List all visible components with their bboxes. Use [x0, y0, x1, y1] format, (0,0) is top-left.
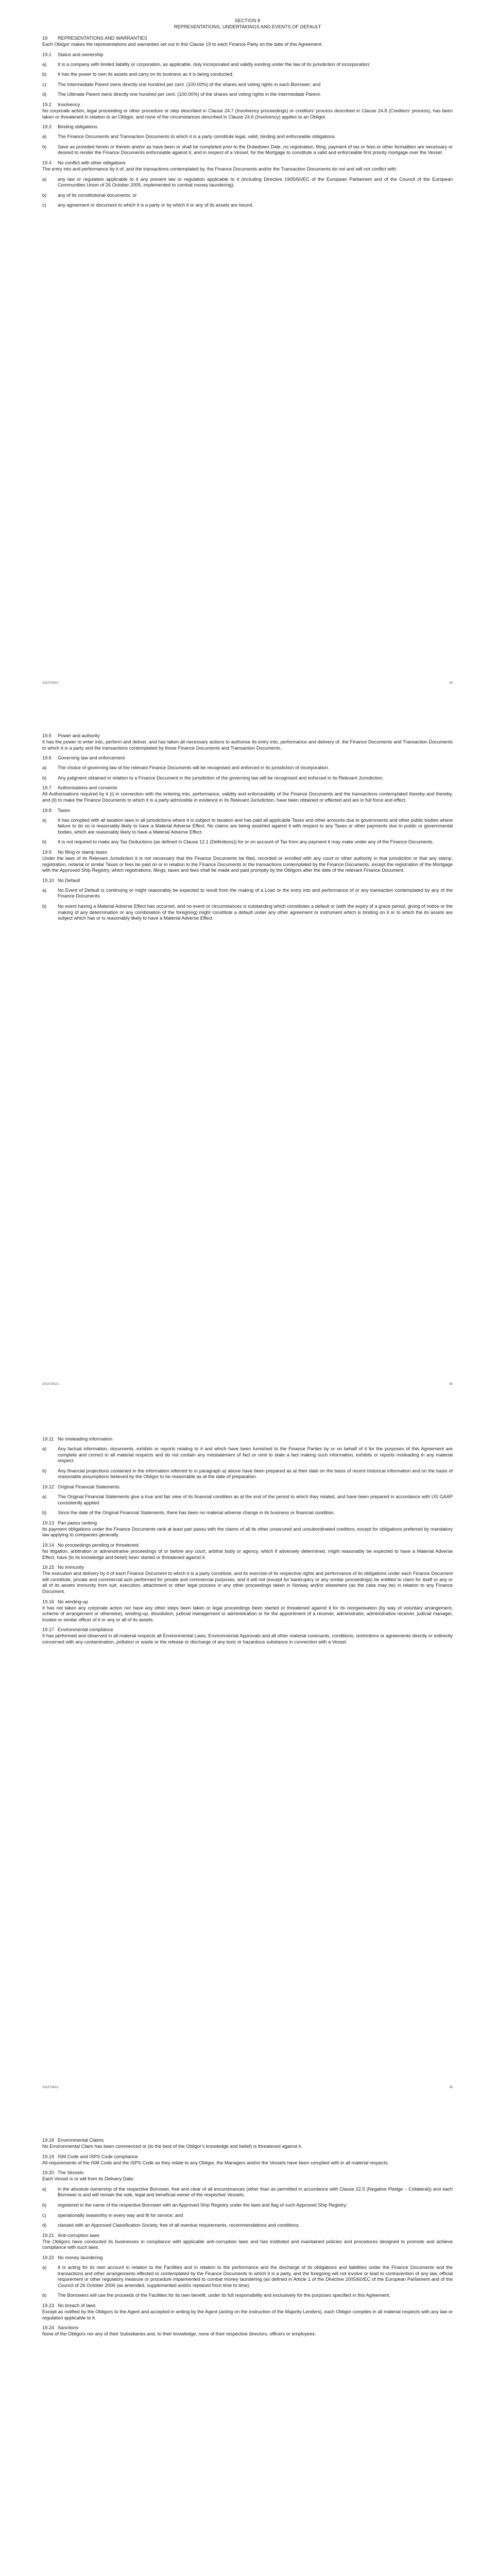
clause-title: Taxes: [58, 807, 70, 813]
clause-title: Anti-corruption laws: [58, 2232, 99, 2238]
clause-heading: [42, 785, 453, 791]
page-2-blocks: [42, 733, 453, 922]
list-item-text: No event having a Material Adverse Effect has occurred, and no event or circumstances is outstanding which constitutes a default or (with the expiry of a grace period, giving of notice or the making of any determination or any combination of the foregoing) might constitute a default under any other agreement or instrument which is binding on it or to which the its assets are subject which has or is reasonably likely to have a Material Adverse Effect.: [58, 903, 453, 921]
clause-number: 19.19: [42, 2154, 54, 2159]
clause-heading: [42, 160, 453, 166]
list-item-text: It is a company with limited liability or corporation, as applicable, duly incorporated and validly existing under the law of its jurisdiction of incorporation;: [58, 61, 371, 67]
clause-title: Environmental Claims: [58, 2138, 104, 2143]
footer-page-number: 55: [449, 2086, 453, 2089]
clause-number: 19.8: [42, 807, 52, 813]
clause-heading: [42, 1436, 453, 1442]
list-item: [42, 62, 453, 68]
clause-heading: [42, 755, 453, 761]
footer-page-number: 53: [449, 682, 453, 685]
list-item-text: classed with an Approved Classification Society, free of all overdue requirements, recommendations and conditions.: [58, 2223, 300, 2228]
list-item-label: b): [42, 1510, 47, 1516]
clause-paragraph: No corporate action, legal proceeding or other procedure or step described in Clause 24.7 (Insolvency proceedings) or creditors' process described in Clause 24.8 (Creditors' process), has been taken or threatened in relation to an Obligor, and none of the circumstances described in Clause 24.6 (Insolvency) applies to an Obligor.: [42, 108, 453, 120]
clause-paragraph: It has performed and observed in all material respects all Environmental Laws, Environmental Approvals and all other material covenants, conditions, restrictions or agreements directly or indirectly concerned with any contamination, pollution or waste or the release or discharge of any toxic or hazardous substance in connection with a Vessel.: [42, 1633, 453, 1645]
list-item-text: The Original Financial Statements give a true and fair view of its financial condition as at the end of the period to which they related, and have been prepared in accordance with US GAAP consistently applied.: [58, 1494, 453, 1505]
list-item: [42, 177, 453, 189]
clause-number: 19.22: [42, 2255, 54, 2260]
clause-title: The Vessels: [58, 2170, 84, 2176]
clause-paragraph: The Obligors have conducted its businesses in compliance with applicable anti-corruption laws and has instituted and maintained policies and procedures designed to promote and achieve compliance with such laws.: [42, 2239, 453, 2250]
clause-heading: [42, 1599, 453, 1605]
list-item-text: It has complied with all taxation laws in all jurisdictions where it is subject to taxation and has paid all applicable Taxes and other amounts due to governments and other public bodies where failure to do so is reasonably likely to have a Material Adverse Effect. No claims are being asserted against it with respect to any Taxes or other payments due to public or governmental bodies, which are reasonably likely to have a Material Adverse Effect.: [58, 817, 453, 835]
clause-heading: [42, 52, 453, 58]
list-item-text: The Intermediate Parent owns directly one hundred per cent. (100.00%) of the shares and voting rights in each Borrower; and: [58, 81, 321, 87]
list-item: [42, 775, 453, 782]
list-item-text: The choice of governing law of the relevant Finance Documents will be recognised and enforced in its jurisdiction of incorporation.: [58, 765, 330, 771]
clause-heading: [42, 877, 453, 884]
clause-heading: [42, 849, 453, 855]
page-footer: [42, 682, 453, 685]
list-item: [42, 888, 453, 900]
clause-title: Governing law and enforcement: [58, 755, 125, 761]
section-title: SECTION 8: [234, 18, 261, 23]
clause-title: Sanctions: [58, 2325, 79, 2331]
list-item: [42, 904, 453, 922]
list-item: [42, 1494, 453, 1506]
list-item: [42, 1446, 453, 1464]
page-2-content: [42, 729, 453, 922]
list-item: [42, 2202, 453, 2209]
clause-number: 19.18: [42, 2138, 54, 2143]
list-item: [42, 72, 453, 78]
clause-number: 19.5: [42, 733, 52, 738]
list-item-label: a): [42, 1446, 47, 1451]
list-item-label: b): [42, 775, 47, 781]
clause-title: No money laundering: [58, 2255, 103, 2260]
clause-paragraph: All Authorisations required by it (i) in connection with the entering into, performance, validity and enforceability of the Finance Documents and the transactions contemplated thereby and thereby, and (ii) to make the Finance Documents to which it is a party admissible in evidence in its Relevant Jurisdiction, have been obtained or effected and are in full force and effect.: [42, 791, 453, 803]
clause-title: REPRESENTATIONS AND WARRANTIES: [58, 36, 147, 41]
clause-number: 19.16: [42, 1599, 54, 1604]
clause-heading: [42, 35, 453, 41]
list-item-label: a): [42, 817, 47, 823]
clause-number: 19.3: [42, 124, 52, 130]
page-4-content: [42, 2133, 453, 2337]
list-item: [42, 92, 453, 98]
clause-heading: [42, 1564, 453, 1570]
list-item: [42, 765, 453, 771]
clause-number: 19.20: [42, 2170, 54, 2176]
clause-number: 19.7: [42, 785, 52, 791]
clause-title: ISM Code and ISPS Code compliance: [58, 2154, 138, 2159]
list-item-label: d): [42, 2223, 47, 2228]
clause-paragraph: Each Vessel is or will from its Delivery Date:: [42, 2176, 134, 2182]
clause-paragraph: Except as notified by the Obligors to the Agent and accepted in writing by the Agent (acting on the instruction of the Majority Lenders), each Obligor complies in all material respects with any law or regulation applicable to it.: [42, 2309, 453, 2320]
clause-number: 19.10: [42, 877, 54, 883]
clause-number: 19.9: [42, 849, 52, 855]
clause-title: Pari passu ranking: [58, 1520, 97, 1526]
list-item-label: a): [42, 765, 47, 771]
page-1-content: [42, 18, 453, 209]
clause-heading: [42, 2137, 453, 2143]
clause-heading: [42, 2325, 453, 2331]
list-item-label: b): [42, 1468, 47, 1473]
list-item-label: c): [42, 81, 46, 87]
clause-title: Original Financial Statements: [58, 1484, 120, 1489]
page-4: [0, 2110, 497, 2576]
list-item-label: a): [42, 2186, 47, 2192]
clause-paragraph: None of the Obligors nor any of their Subsidiaries and, to their knowledge, none of their respective directors, officers or employees:: [42, 2331, 316, 2337]
clause-number: 19.6: [42, 755, 52, 761]
list-item: [42, 202, 453, 209]
list-item-text: any law or regulation applicable to it any present law or regulation applicable to it (including Directive 1905/60/EC of the European Parliament and of the Council of the European Communities Union of 26 October 2005, implemented to combat money laundering);: [58, 176, 453, 188]
clause-title: No breach of laws: [58, 2302, 96, 2308]
list-item-text: in the absolute ownership of the respective Borrower, free and clear of all encumbrances (other than as permitted in accordance with Clause 22.5 (Negative Pledge – Collateral)) and each Borrower is and will remain the sole, legal and beneficial owner of the respective Vessels;: [58, 2186, 453, 2198]
clause-number: 19.13: [42, 1520, 54, 1526]
clause-number: 19.14: [42, 1542, 54, 1548]
list-item-text: operationally seaworthy in every way and fit for service; and: [58, 2212, 183, 2218]
clause-number: 19.23: [42, 2302, 54, 2308]
list-item-label: b): [42, 72, 47, 77]
list-item: [42, 2223, 453, 2229]
clause-paragraph: Its payment obligations under the Finance Documents rank at least pari passu with the claims of all its other unsecured and unsubordinated creditors, except for obligations preferred by mandatory law applying to companies generally.: [42, 1526, 453, 1538]
page-1-blocks: [42, 35, 453, 209]
page-3: [0, 1406, 497, 2110]
clause-heading: [42, 2302, 453, 2309]
clause-title: Status and ownership: [58, 52, 104, 57]
page-4-blocks: [42, 2137, 453, 2337]
clause-title: Insolvency: [58, 101, 80, 107]
list-item-text: any of its constitutional documents; or: [58, 192, 137, 198]
clause-heading: [42, 2255, 453, 2261]
clause-title: No winding-up: [58, 1599, 88, 1604]
list-item-text: Since the date of the Original Financial Statements, there has been no material adverse change in its business or financial condition.: [58, 1510, 335, 1516]
footer-page-number: 54: [449, 1383, 453, 1386]
clause-title: No proceedings pending or threatened: [58, 1542, 139, 1548]
clause-title: No immunity: [58, 1565, 84, 1570]
clause-number: 19.4: [42, 160, 52, 165]
clause-title: No filing or stamp taxes: [58, 849, 107, 855]
page-3-blocks: [42, 1436, 453, 1645]
clause-paragraph: Each Obligor makes the representations and warranties set out in this Clause 19 to each Finance Party on the date of this Agreement.: [42, 42, 323, 47]
clause-heading: [42, 2154, 453, 2160]
clause-paragraph: The entry into and performance by it of, and the transactions contemplated by, the Finance Documents and/or the Transaction Documents do not and will not conflict with:: [42, 166, 398, 172]
list-item-text: Any financial projections contained in the information referred to in paragraph a) above have been prepared as at their date on the basis of recent historical information and on the basis of reasonable assumptions believed by the Obligor to be reasonable as at the date of preparation.: [58, 1468, 453, 1480]
list-item-label: b): [42, 192, 47, 198]
list-item-text: The Ultimate Parent owns directly one hundred per cent. (100.00%) of the shares and voting rights in the Intermediate Parent.: [58, 92, 321, 97]
clause-heading: [42, 733, 453, 739]
list-item-label: a): [42, 887, 47, 893]
clause-title: No conflict with other obligations: [58, 160, 126, 165]
list-item: [42, 134, 453, 140]
clause-heading: [42, 807, 453, 814]
list-item-label: b): [42, 903, 47, 909]
list-item-text: The Borrowers will use the proceeds of the Facilities for its own benefit, under its full responsibility and exclusively for the purposes specified in this Agreement.: [58, 2293, 390, 2298]
list-item: [42, 2187, 453, 2198]
list-item-text: It is not required to make any Tax Deductions (as defined in Clause 12.1 (Definitions)) for or on account of Tax from any payment it may make under any of the Finance Documents.: [58, 839, 434, 845]
list-item: [42, 2293, 453, 2299]
clause-paragraph: No Environmental Claim has been commenced or (to the best of the Obligor's knowledge and belief) is threatened against it.: [42, 2144, 302, 2149]
clause-paragraph: All requirements of the ISM Code and the ISPS Code as they relate to any Obligor, the Managers and/or the Vessels have been complied with in all material respects.: [42, 2160, 389, 2165]
clause-number: 19.17: [42, 1627, 54, 1633]
footer-doc-ref: 10127241/1: [42, 2086, 59, 2089]
list-item-text: Any factual information, documents, exhibits or reports relating to it and which have been furnished to the Finance Parties by or on behalf of it for the purposes of this Agreement are complete and correct in all material respects and do not contain any misstatement of fact or omit to state a fact making such information, exhibits or reports misleading in any material respect.: [58, 1446, 453, 1464]
list-item-label: a): [42, 61, 47, 67]
clause-paragraph: It has the power to enter into, perform and deliver, and has taken all necessary actions to authorise its entry into, performance and delivery of, the Finance Documents and Transaction Documents to which it is a party and the transactions contemplated by those Finance Documents and Transaction Documents.: [42, 739, 453, 751]
list-item: [42, 82, 453, 88]
clause-heading: [42, 101, 453, 108]
list-item: [42, 2265, 453, 2289]
page-1: [0, 0, 497, 703]
list-item-text: The Finance Documents and Transaction Documents to which it is a party constitute legal, valid, binding and enforceable obligations.: [58, 134, 336, 140]
clause-heading: [42, 1626, 453, 1633]
list-item: [42, 839, 453, 845]
page-footer: [42, 2086, 453, 2089]
list-item-label: a): [42, 2264, 47, 2270]
list-item-text: Save as provided herein or therein and/or as have been or shall be completed prior to the Drawdown Date, no registration, filing, payment of tax or fees or other formalities are necessary or desired to render the Finance Documents enforceable against it, and in respect of a Vessel, for the Mortgage to constitute a valid and enforceable first priority mortgage over the Vessel.: [58, 144, 453, 156]
clause-number: 19.1: [42, 52, 52, 57]
list-item: [42, 144, 453, 156]
list-item: [42, 1510, 453, 1516]
clause-number: 19.11: [42, 1436, 54, 1442]
list-item: [42, 1468, 453, 1480]
clause-heading: [42, 124, 453, 130]
list-item-label: b): [42, 839, 47, 845]
list-item-label: a): [42, 1494, 47, 1499]
footer-doc-ref: 10127241/1: [42, 682, 59, 685]
page-3-content: [42, 1432, 453, 1645]
list-item-label: b): [42, 2202, 47, 2208]
page-2: [0, 703, 497, 1406]
clause-number: 19: [42, 36, 48, 41]
list-item: [42, 818, 453, 836]
clause-title: No misleading information: [58, 1436, 113, 1442]
list-item-label: b): [42, 2293, 47, 2298]
list-item-label: b): [42, 144, 47, 149]
list-item-label: c): [42, 202, 46, 208]
clause-title: Power and authority: [58, 733, 100, 738]
list-item-label: c): [42, 2212, 46, 2218]
list-item-text: registered in the name of the respective Borrower with an Approved Ship Registry under the laws and flag of such Approved Ship Registry;: [58, 2202, 348, 2208]
clause-paragraph: Under the laws of its Relevant Jurisdiction it is not necessary that the Finance Documents be filed, recorded or enrolled with any court or other authority in that jurisdiction or that any stamp, registration, notarial or similar Taxes or fees be paid on or in relation to the Finance Documents or the transactions contemplated by the Finance Documents, except the registration of the Mortgage with the Approved Ship Registry, which registrations, filings, taxes and fees shall be made and paid promptly by the Obligors after the date of the relevant Finance Document.: [42, 855, 453, 873]
list-item-text: No Event of Default is continuing or might reasonably be expected to result from the making of a Loan or the entry into and performance of or any transaction contemplated by any of the Finance Documents.: [58, 887, 453, 899]
clause-paragraph: The execution and delivery by it of each Finance Document to which it is a party constitute, and its exercise of its respective rights and performance of its obligations under each Finance Document will constitute, private and commercial acts performed for private and commercial purposes, and it will not (except for bankruptcy or any similar proceedings) be entitled to claim for itself or any or all of its assets immunity from suit, execution, attachment or other legal process in any other proceedings taken in Norway and/or elsewhere (as the case may be) in relation to any Finance Document.: [42, 1571, 453, 1594]
clause-title: Binding obligations: [58, 124, 98, 130]
clause-title: Authorisations and consents: [58, 785, 117, 791]
clause-title: No Default: [58, 877, 80, 883]
list-item-label: a): [42, 134, 47, 140]
clause-heading: [42, 1520, 453, 1526]
clause-heading: [42, 2170, 453, 2176]
list-item-label: a): [42, 176, 47, 182]
clause-number: 19.12: [42, 1484, 54, 1489]
clause-number: 19.21: [42, 2232, 54, 2238]
list-item-text: It has the power to own its assets and carry on its business as it is being conducted;: [58, 72, 234, 77]
clause-heading: [42, 1484, 453, 1490]
clause-paragraph: No litigation, arbitration or administrative proceedings of or before any court, arbitral body or agency, which if adversely determined, might reasonably be expected to have a Material Adverse Effect, have (to its knowledge and belief) been started or threatened against it.: [42, 1548, 453, 1560]
list-item-text: any agreement or document to which it is a party or by which it or any of its assets are bound.: [58, 202, 253, 208]
clause-number: 19.15: [42, 1565, 54, 1570]
clause-heading: [42, 2232, 453, 2239]
section-subtitle: REPRESENTATIONS, UNDERTAKINGS AND EVENTS OF DEFAULT: [174, 24, 321, 29]
footer-doc-ref: 10127241/1: [42, 1383, 59, 1386]
list-item: [42, 193, 453, 199]
clause-title: Environmental compliance: [58, 1627, 113, 1633]
clause-number: 19.24: [42, 2325, 54, 2331]
list-item-label: d): [42, 92, 47, 97]
clause-number: 19.2: [42, 101, 52, 107]
list-item-text: Any judgment obtained in relation to a Finance Document in the jurisdiction of the governing law will be recognised and enforced in its Relevant Jurisdiction.: [58, 775, 384, 781]
clause-paragraph: It has not taken any corporate action nor have any other steps been taken or legal proceedings been started or threatened against it for its reorganisation (by way of voluntary arrangement, scheme of arrangement or otherwise), winding-up, dissolution, judicial management or administration or for the appointment of a receiver, administrator, administrative receiver, judicial manager, trustee or similar officer of it or any or all of its assets.: [42, 1605, 453, 1622]
list-item-text: It is acting for its own account in relation to the Facilities and in relation to the performance and the discharge of its obligations and liabilities under the Finance Documents and the transactions and other arrangements effected or contemplated by the Finance Documents to which it is a party, and the foregoing will not involve or lead to contravention of any law, official requirement or other regulatory measure or procedure implemented to combat money laundering (as defined in Article 1 of the Directive 2005/60/EC of the European Parliament and of the Council of 26 October 2006 (as amended, supplemented and/or replaced from time to time).: [58, 2264, 453, 2288]
clause-heading: [42, 1542, 453, 1548]
page-footer: [42, 1383, 453, 1386]
list-item: [42, 2213, 453, 2219]
